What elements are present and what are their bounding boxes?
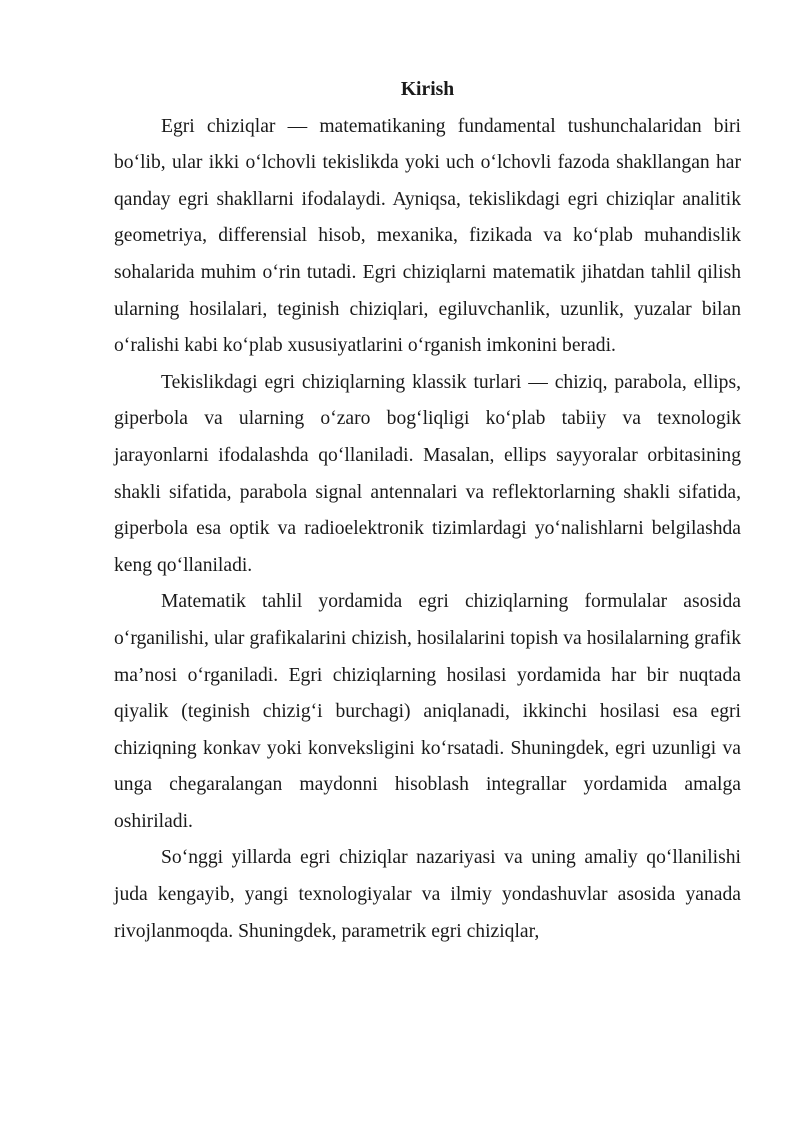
paragraph-classic-curves: Tekislikdagi egri chiziqlarning klassik turlari — chiziq, parabola, ellips, giperbola va ularning o‘zaro bog‘liqligi ko‘plab tabiiy va texnologik jarayonlarni ifodalashda qo‘llaniladi. Masalan, ellips sayyoralar orbitasining shakli sifatida, parabola signal antennalari va reflektorlarning shakli sifatida, giperbola esa optik va radioelektronik tizimlardagi yo‘nalishlarni belgilashda keng qo‘llaniladi.	[114, 371, 741, 576]
document-page	[114, 72, 741, 950]
paragraph-analysis: Matematik tahlil yordamida egri chiziqlarning formulalar asosida o‘rganilishi, ular grafikalarini chizish, hosilalarini topish va hosilalarning grafik ma’nosi o‘rganiladi. Egri chiziqlarning hosilasi yordamida har bir nuqtada qiyalik (teginish chizig‘i burchagi) aniqlanadi, ikkinchi hosilasi esa egri chiziqning konkav yoki konveksligini ko‘rsatadi. Shuningdek, egri uzunligi va unga chegaralangan maydonni hisoblash integrallar yordamida amalga oshiriladi.	[114, 591, 741, 832]
document-title: Kirish	[400, 79, 455, 100]
paragraph-introduction: Egri chiziqlar — matematikaning fundamental tushunchalaridan biri bo‘lib, ular ikki o‘lchovli tekislikda yoki uch o‘lchovli fazoda shakllangan har qanday egri shakllarni ifodalaydi. Ayniqsa, tekislikdagi egri chiziqlar analitik geometriya, differensial hisob, mexanika, fizikada va ko‘plab muhandislik sohalarida muhim o‘rin tutadi. Egri chiziqlarni matematik jihatdan tahlil qilish ularning hosilalari, teginish chiziqlari, egiluvchanlik, uzunlik, yuzalar bilan o‘ralishi kabi ko‘plab xususiyatlarini o‘rganish imkonini beradi.	[114, 115, 741, 357]
paragraph-recent-developments: So‘nggi yillarda egri chiziqlar nazariyasi va uning amaliy qo‘llanilishi juda kengayib, yangi texnologiyalar va ilmiy yondashuvlar asosida yanada rivojlanmoqda. Shuningdek, parametrik egri chiziqlar,	[114, 847, 741, 942]
